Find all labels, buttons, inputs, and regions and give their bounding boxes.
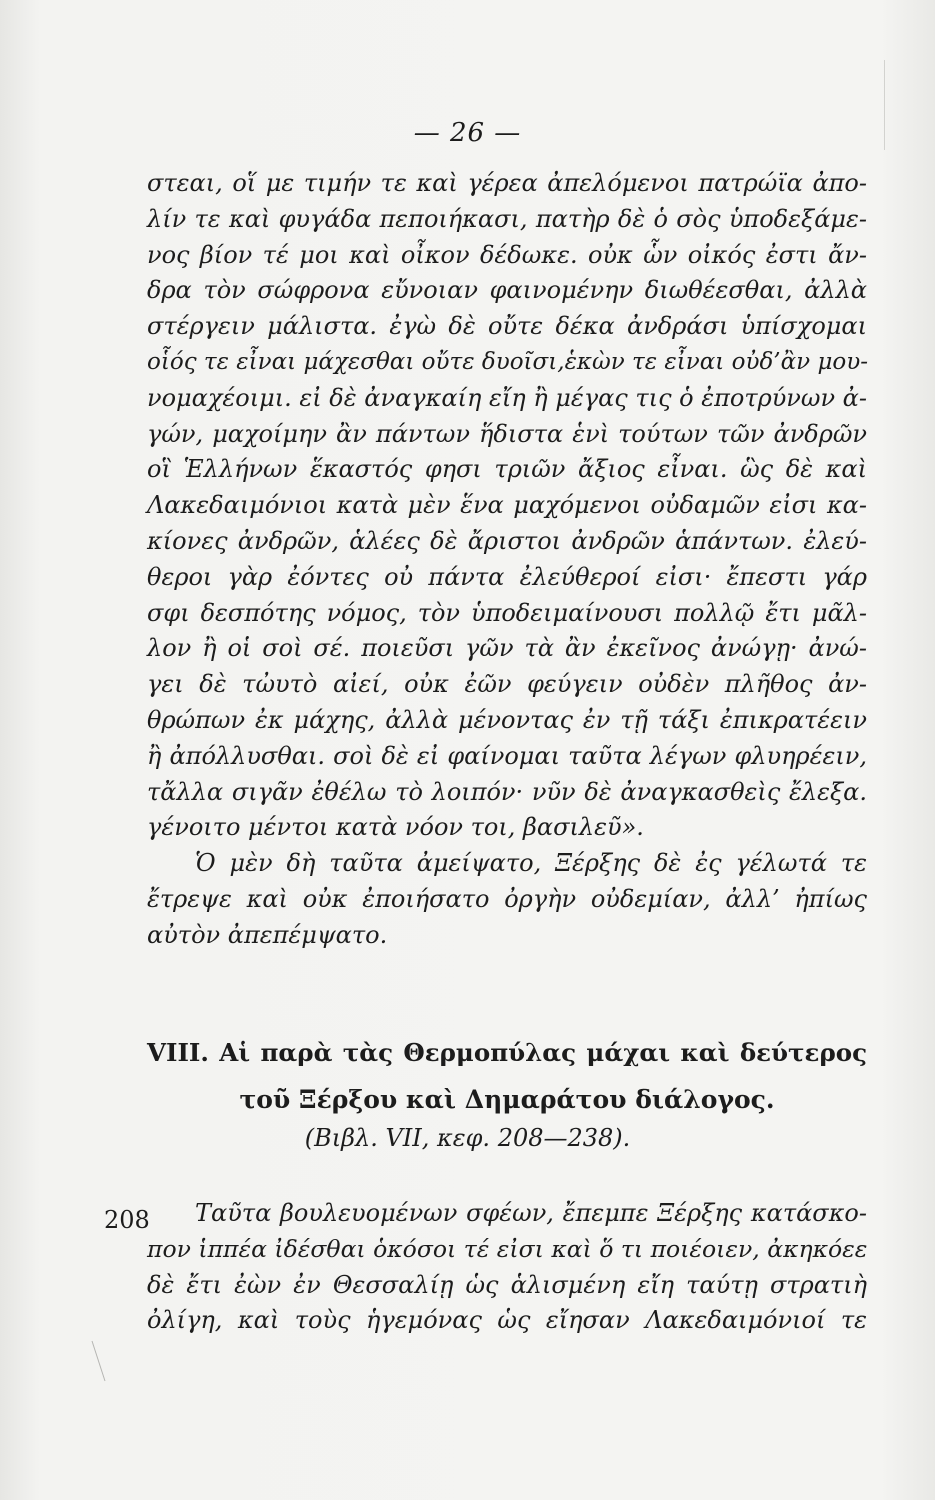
- text-line: ἢ ἀπόλλυσθαι. σοὶ δὲ εἰ φαίνομαι ταῦτα λέγων φλυηρέειν,: [147, 741, 867, 770]
- text-line: θρώπων ἐκ μάχης, ἀλλὰ μένοντας ἐν τῇ τάξι ἐπικρατέειν: [147, 705, 867, 734]
- text-line: λίν τε καὶ φυγάδα πεποιήκασι, πατὴρ δὲ ὁ σὸς ὑποδεξάμε-: [147, 204, 867, 233]
- text-line: στέργειν μάλιστα. ἐγὼ δὲ οὔτε δέκα ἀνδράσι ὑπίσχομαι: [147, 312, 867, 341]
- text-line: οἷός τε εἶναι μάχεσθαι οὔτε δυοῖσι,ἑκὼν τε εἶναι οὐδ’ἂν μου-: [147, 348, 868, 375]
- text-line: αὐτὸν ἀπεπέμψατο.: [147, 920, 388, 949]
- text-line: Λακεδαιμόνιοι κατὰ μὲν ἕνα μαχόμενοι οὐδαμῶν εἰσι κα-: [147, 491, 867, 520]
- text-line: γένοιτο μέντοι κατὰ νόον τοι, βασιλεῦ».: [147, 813, 644, 842]
- text-line: ὀλίγη, καὶ τοὺς ἡγεμόνας ὡς εἴησαν Λακεδαιμόνιοί τε: [147, 1306, 867, 1335]
- chapter-margin-number: 208: [104, 1206, 150, 1234]
- text-line: νομαχέοιμι. εἰ δὲ ἀναγκαίη εἴη ἢ μέγας τις ὁ ἐποτρύνων ἀ-: [147, 383, 867, 412]
- book-reference: (Βιβλ. VII, κεφ. 208—238).: [304, 1124, 631, 1152]
- paragraph-continuation: [147, 166, 867, 954]
- text-line: λον ἢ οἱ σοὶ σέ. ποιεῦσι γῶν τὰ ἂν ἐκεῖνος ἀνώγῃ· ἀνώ-: [147, 634, 867, 663]
- text-line: τἄλλα σιγᾶν ἐθέλω τὸ λοιπόν· νῦν δὲ ἀναγκασθεὶς ἔλεξα.: [147, 777, 867, 806]
- text-line: Ὁ μὲν δὴ ταῦτα ἀμείψατο, Ξέρξης δὲ ἐς γέλωτά τε: [195, 849, 867, 878]
- text-line: σφι δεσπότης νόμος, τὸν ὑποδειμαίνουσι πολλῷ ἔτι μᾶλ-: [147, 598, 867, 627]
- text-line: γών, μαχοίμην ἂν πάντων ἥδιστα ἑνὶ τούτων τῶν ἀνδρῶν: [147, 419, 867, 448]
- scan-mark: [92, 1341, 106, 1381]
- text-line: δὲ ἔτι ἐὼν ἐν Θεσσαλίῃ ὡς ἁλισμένη εἴη ταύτῃ στρατιὴ: [147, 1270, 867, 1299]
- section-heading-continued: τοῦ Ξέρξου καὶ Δημαράτου διάλογος.: [239, 1085, 775, 1114]
- text-line: δρα τὸν σώφρονα εὔνοιαν φαινομένην διωθέεσθαι, ἀλλὰ: [147, 276, 867, 305]
- section-heading: VIII. Αἱ παρὰ τὰς Θερμοπύλας μάχαι καὶ δεύτερος: [147, 1038, 867, 1067]
- text-line: στεαι, οἵ με τιμήν τε καὶ γέρεα ἀπελόμενοι πατρώϊα ἀπο-: [147, 169, 867, 197]
- text-line: ἔτρεψε καὶ οὐκ ἐποιήσατο ὀργὴν οὐδεμίαν, ἀλλ’ ἠπίως: [147, 884, 867, 913]
- text-line: θεροι γὰρ ἐόντες οὐ πάντα ἐλεύθεροί εἰσι· ἔπεστι γάρ: [147, 562, 867, 591]
- text-line: οἳ Ἑλλήνων ἕκαστός φησι τριῶν ἄξιος εἶναι. ὣς δὲ καὶ: [147, 455, 867, 484]
- page-number: — 26 —: [413, 118, 522, 148]
- text-line: κίονες ἀνδρῶν, ἁλέες δὲ ἄριστοι ἀνδρῶν ἁπάντων. ἐλεύ-: [147, 526, 867, 555]
- text-line: νος βίον τέ μοι καὶ οἶκον δέδωκε. οὐκ ὧν οἰκός ἐστι ἄν-: [147, 240, 867, 269]
- text-line: γει δὲ τὠυτὸ αἰεί, οὐκ ἐῶν φεύγειν οὐδὲν πλῆθος ἀν-: [147, 670, 867, 699]
- text-line: πον ἱππέα ἰδέσθαι ὁκόσοι τέ εἰσι καὶ ὅ τι ποιέοιεν, ἀκηκόεε: [147, 1234, 868, 1263]
- chapter-208-text: [147, 1196, 867, 1339]
- text-line: Ταῦτα βουλευομένων σφέων, ἔπεμπε Ξέρξης κατάσκο-: [195, 1199, 867, 1227]
